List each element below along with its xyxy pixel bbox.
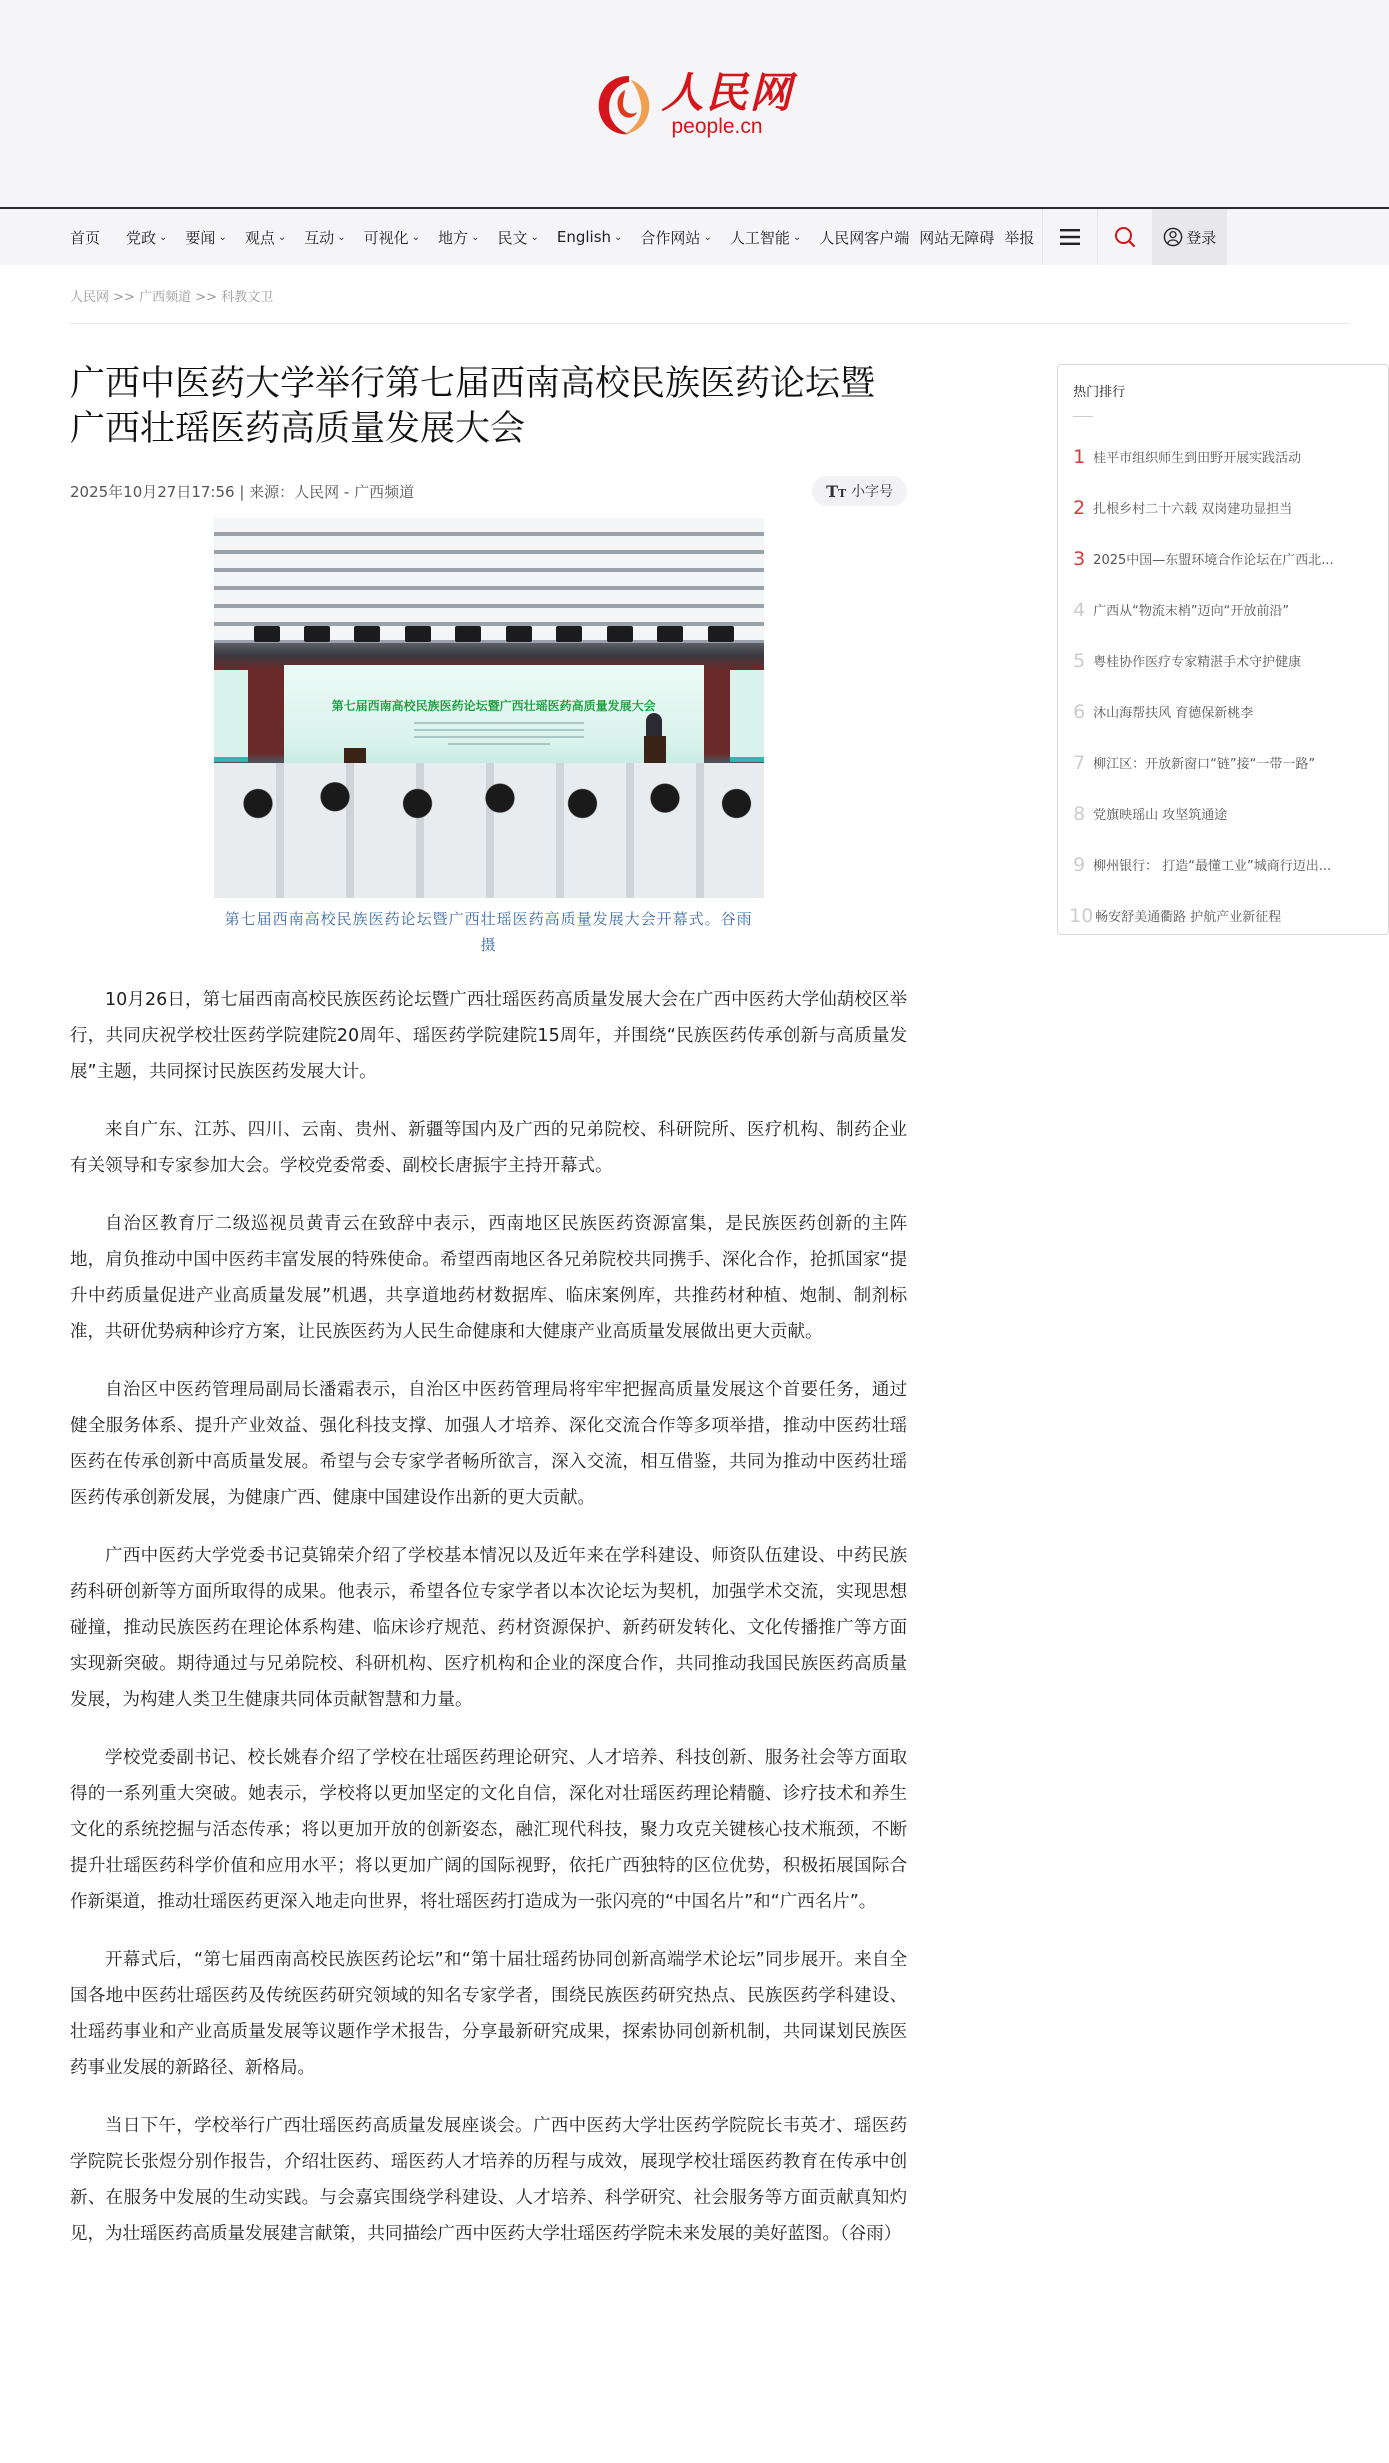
nav-label: 地方 <box>438 228 469 247</box>
article-paragraph: 广西中医药大学党委书记莫锦荣介绍了学校基本情况以及近年来在学科建设、师资队伍建设、中药民族药科研创新等方面所取得的成果。他表示，希望各位专家学者以本次论坛为契机，加强学术交流，实现思想碰撞，推动民族医药在理论体系构建、临床诊疗规范、药材资源保护、新药研发转化、文化传播推广等方面实现新突破。期待通过与兄弟院校、科研机构、医疗机构和企业的深度合作，共同推动我国民族医药高质量发展，为构建人类卫生健康共同体贡献智慧和力量。 <box>70 1546 908 1710</box>
nav-label: 民文 <box>497 228 528 247</box>
search-icon <box>1114 226 1136 248</box>
chevron-down-icon: ⌄ <box>530 231 539 243</box>
photo-stage-lights <box>254 626 734 642</box>
ranking-link[interactable]: 畅安舒美通衢路 护航产业新征程 <box>1095 910 1282 925</box>
nav-label: 人民网客户端 <box>819 228 910 247</box>
login-button[interactable] <box>1152 209 1227 265</box>
logo-domain-text: people.cn <box>671 114 763 138</box>
title-underline <box>1073 416 1093 417</box>
ranking-item[interactable] <box>1073 482 1373 533</box>
chevron-down-icon: ⌄ <box>277 231 287 243</box>
article-paragraph: 来自广东、江苏、四川、云南、贵州、新疆等国内及广西的兄弟院校、科研院所、医疗机构、制药企业有关领导和专家参加大会。学校党委常委、副校长唐振宇主持开幕式。 <box>70 1120 908 1176</box>
breadcrumb-link-section[interactable]: 科教文卫 <box>221 290 274 305</box>
rank-number: 2 <box>1073 496 1086 519</box>
logo-chinese-text: 人民网 <box>661 67 794 117</box>
ranking-item[interactable] <box>1073 584 1373 635</box>
rank-number: 4 <box>1073 598 1086 621</box>
article-paragraph: 自治区中医药管理局副局长潘霜表示，自治区中医药管理局将牢牢把握高质量发展这个首要任务，通过健全服务体系、提升产业效益、强化科技支撑、加强人才培养、深化交流合作等多项举措，推动中医药壮瑶医药在传承创新中高质量发展。希望与会专家学者畅所欲言，深入交流，相互借鉴，共同为推动中医药壮瑶医药传承创新发展，为健康广西、健康中国建设作出新的更大贡献。 <box>70 1380 908 1508</box>
menu-icon <box>1060 229 1080 245</box>
nav-item-partners[interactable] <box>640 227 711 248</box>
chevron-down-icon: ⌄ <box>471 231 480 243</box>
rank-number: 3 <box>1073 547 1086 570</box>
article-body <box>70 982 907 2252</box>
ranking-link[interactable]: 柳江区：开放新窗口“链”接“一带一路” <box>1093 757 1316 772</box>
nav-item-accessibility[interactable] <box>919 227 994 248</box>
article-paragraph: 开幕式后，“第七届西南高校民族医药论坛”和“第十届壮瑶药协同创新高端学术论坛”同步展开。来自全国各地中医药壮瑶医药及传统医药研究领域的知名专家学者，围绕民族医药研究热点、民族医药学科建设、壮瑶药事业和产业高质量发展等议题作学术报告，分享最新研究成果，探索协同创新机制，共同谋划民族医药事业发展的新路径、新格局。 <box>70 1950 908 2078</box>
font-size-toggle[interactable] <box>812 476 907 506</box>
site-header <box>0 0 1389 209</box>
chevron-down-icon: ⌄ <box>218 231 227 243</box>
ranking-link[interactable]: 桂平市组织师生到田野开展实践活动 <box>1093 451 1302 466</box>
photo-caption: 第七届西南高校民族医药论坛暨广西壮瑶医药高质量发展大会开幕式。谷雨摄 <box>224 910 753 954</box>
nav-item-opinion[interactable] <box>245 227 286 248</box>
chevron-down-icon: ⌄ <box>411 231 421 243</box>
font-size-label: 小字号 <box>851 484 894 500</box>
rank-number: 8 <box>1073 802 1086 825</box>
article-paragraph: 当日下午，学校举行广西壮瑶医药高质量发展座谈会。广西中医药大学壮医药学院院长韦英才、瑶医药学院院长张煜分别作报告，介绍壮医药、瑶医药人才培养的历程与成效，展现学校壮瑶医药教育在传承中创新、在服务中发展的生动实践。与会嘉宾围绕学科建设、人才培养、科学研究、社会服务等方面贡献真知灼见，为壮瑶医药高质量发展建言献策，共同描绘广西中医药大学壮瑶医药学院未来发展的美好蓝图。（谷雨） <box>70 2116 908 2244</box>
photo-side-screen-right <box>730 670 764 762</box>
rank-number: 6 <box>1073 700 1086 723</box>
article-figure <box>70 518 907 958</box>
chevron-down-icon: ⌄ <box>337 231 346 243</box>
site-logo[interactable] <box>595 68 793 140</box>
rank-number: 10 <box>1069 904 1094 927</box>
font-size-icon: TT <box>826 481 847 501</box>
article <box>70 324 907 2274</box>
nav-label: 观点 <box>244 228 275 247</box>
nav-label: 互动 <box>304 228 335 247</box>
hot-ranking-panel <box>1057 364 1389 935</box>
chevron-down-icon: ⌄ <box>159 231 168 243</box>
ranking-link[interactable]: 扎根乡村二十六载 双岗建功显担当 <box>1093 502 1293 517</box>
ranking-link[interactable]: 柳州银行： 打造“最懂工业”城商行迈出... <box>1093 859 1332 874</box>
article-meta-row <box>70 476 907 506</box>
breadcrumb-separator: >> <box>195 290 218 305</box>
nav-item-local[interactable] <box>438 227 479 248</box>
ranking-link[interactable]: 沐山海帮扶风 育德保新桃李 <box>1093 706 1254 721</box>
photo-side-screen-left <box>214 670 248 762</box>
menu-button[interactable] <box>1042 209 1097 265</box>
search-button[interactable] <box>1097 209 1152 265</box>
nav-item-home[interactable] <box>70 227 100 248</box>
nav-label: 党政 <box>126 228 157 247</box>
nav-item-news[interactable] <box>185 227 226 248</box>
ranking-item[interactable] <box>1069 890 1373 941</box>
ranking-link[interactable]: 粤桂协作医疗专家精湛手术守护健康 <box>1093 655 1302 670</box>
breadcrumb-wrap <box>70 265 1350 324</box>
nav-label: 可视化 <box>363 228 409 247</box>
ranking-link[interactable]: 2025中国—东盟环境合作论坛在广西北... <box>1093 553 1334 568</box>
photo-ceiling <box>214 518 764 643</box>
chevron-down-icon: ⌄ <box>703 231 712 243</box>
breadcrumb-link-guangxi[interactable]: 广西频道 <box>139 290 192 305</box>
article-paragraph: 学校党委副书记、校长姚春介绍了学校在壮瑶医药理论研究、人才培养、科技创新、服务社会等方面取得的一系列重大突破。她表示，学校将以更加坚定的文化自信，深化对壮瑶医药理论精髓、诊疗技术和养生文化的系统挖掘与活态传承；将以更加开放的创新姿态，融汇现代科技，聚力攻克关键核心技术瓶颈，不断提升壮瑶医药科学价值和应用水平；将以更加广阔的国际视野，依托广西独特的区位优势，积极拓展国际合作新渠道，推动壮瑶医药更深入地走向世界，将壮瑶医药打造成为一张闪亮的“中国名片”和“广西名片”。 <box>70 1748 908 1912</box>
rank-number: 7 <box>1073 751 1086 774</box>
main-nav <box>0 209 1389 265</box>
nav-label: 人工智能 <box>729 228 790 247</box>
nav-item-minority-lang[interactable] <box>497 227 538 248</box>
nav-label: 首页 <box>70 228 101 247</box>
photo-screen-title: 第七届西南高校民族医药论坛暨广西壮瑶医药高质量发展大会 <box>331 699 656 713</box>
ranking-link[interactable]: 党旗映瑶山 攻坚筑通途 <box>1093 808 1228 823</box>
breadcrumb-link-home[interactable]: 人民网 <box>70 290 110 305</box>
nav-label: 举报 <box>1004 228 1035 247</box>
ranking-item[interactable] <box>1073 635 1373 686</box>
breadcrumb-separator: >> <box>113 290 135 305</box>
rank-number: 9 <box>1073 853 1086 876</box>
nav-item-ai[interactable] <box>730 227 801 248</box>
ranking-item[interactable] <box>1073 737 1373 788</box>
article-meta: 2025年10月27日17:56 | 来源：人民网 - 广西频道 <box>70 482 415 501</box>
people-logo-icon <box>595 68 655 140</box>
nav-label: English <box>556 228 612 246</box>
nav-item-report[interactable] <box>1004 227 1034 248</box>
conference-photo <box>214 518 764 898</box>
breadcrumb <box>70 265 1350 324</box>
rank-number: 1 <box>1073 445 1086 468</box>
user-icon <box>1163 227 1183 247</box>
nav-item-party-gov[interactable] <box>126 227 167 248</box>
ranking-item[interactable] <box>1073 839 1373 890</box>
chevron-down-icon: ⌄ <box>792 231 802 243</box>
ranking-item[interactable] <box>1073 431 1373 482</box>
hot-ranking-title: 热门排行 <box>1073 385 1126 400</box>
article-title: 广西中医药大学举行第七届西南高校民族医药论坛暨广西壮瑶医药高质量发展大会 <box>70 364 876 449</box>
ranking-item[interactable] <box>1073 686 1373 737</box>
nav-label: 合作网站 <box>640 228 701 247</box>
login-label: 登录 <box>1186 228 1217 247</box>
ranking-link[interactable]: 广西从“物流末梢”迈向“开放前沿” <box>1093 604 1290 619</box>
nav-item-english[interactable] <box>557 228 623 246</box>
chevron-down-icon: ⌄ <box>614 231 623 243</box>
article-paragraph: 自治区教育厅二级巡视员黄青云在致辞中表示，西南地区民族医药资源富集，是民族医药创新的主阵地，肩负推动中国中医药丰富发展的特殊使命。希望西南地区各兄弟院校共同携手、深化合作，抢抓国家“提升中药质量促进产业高质量发展”机遇，共享道地药材数据库、临床案例库，共推药材种植、炮制、制剂标准，共研优势病种诊疗方案，让民族医药为人民生命健康和大健康产业高质量发展做出更大贡献。 <box>70 1214 908 1342</box>
hot-ranking-list <box>1069 431 1373 941</box>
nav-label: 网站无障碍 <box>919 228 995 247</box>
nav-item-visual[interactable] <box>364 227 420 248</box>
nav-label: 要闻 <box>185 228 216 247</box>
rank-number: 5 <box>1073 649 1086 672</box>
nav-item-app[interactable] <box>819 227 909 248</box>
article-paragraph: 10月26日，第七届西南高校民族医药论坛暨广西壮瑶医药高质量发展大会在广西中医药大学仙葫校区举行，共同庆祝学校壮医药学院建院20周年、瑶医药学院建院15周年，并围绕“民族医药传承创新与高质量发展”主题，共同探讨民族医药发展大计。 <box>70 990 908 1082</box>
ranking-item[interactable] <box>1073 788 1373 839</box>
photo-audience <box>214 763 764 898</box>
nav-item-interact[interactable] <box>304 227 345 248</box>
ranking-item[interactable] <box>1073 533 1373 584</box>
main-content <box>0 324 1389 2274</box>
